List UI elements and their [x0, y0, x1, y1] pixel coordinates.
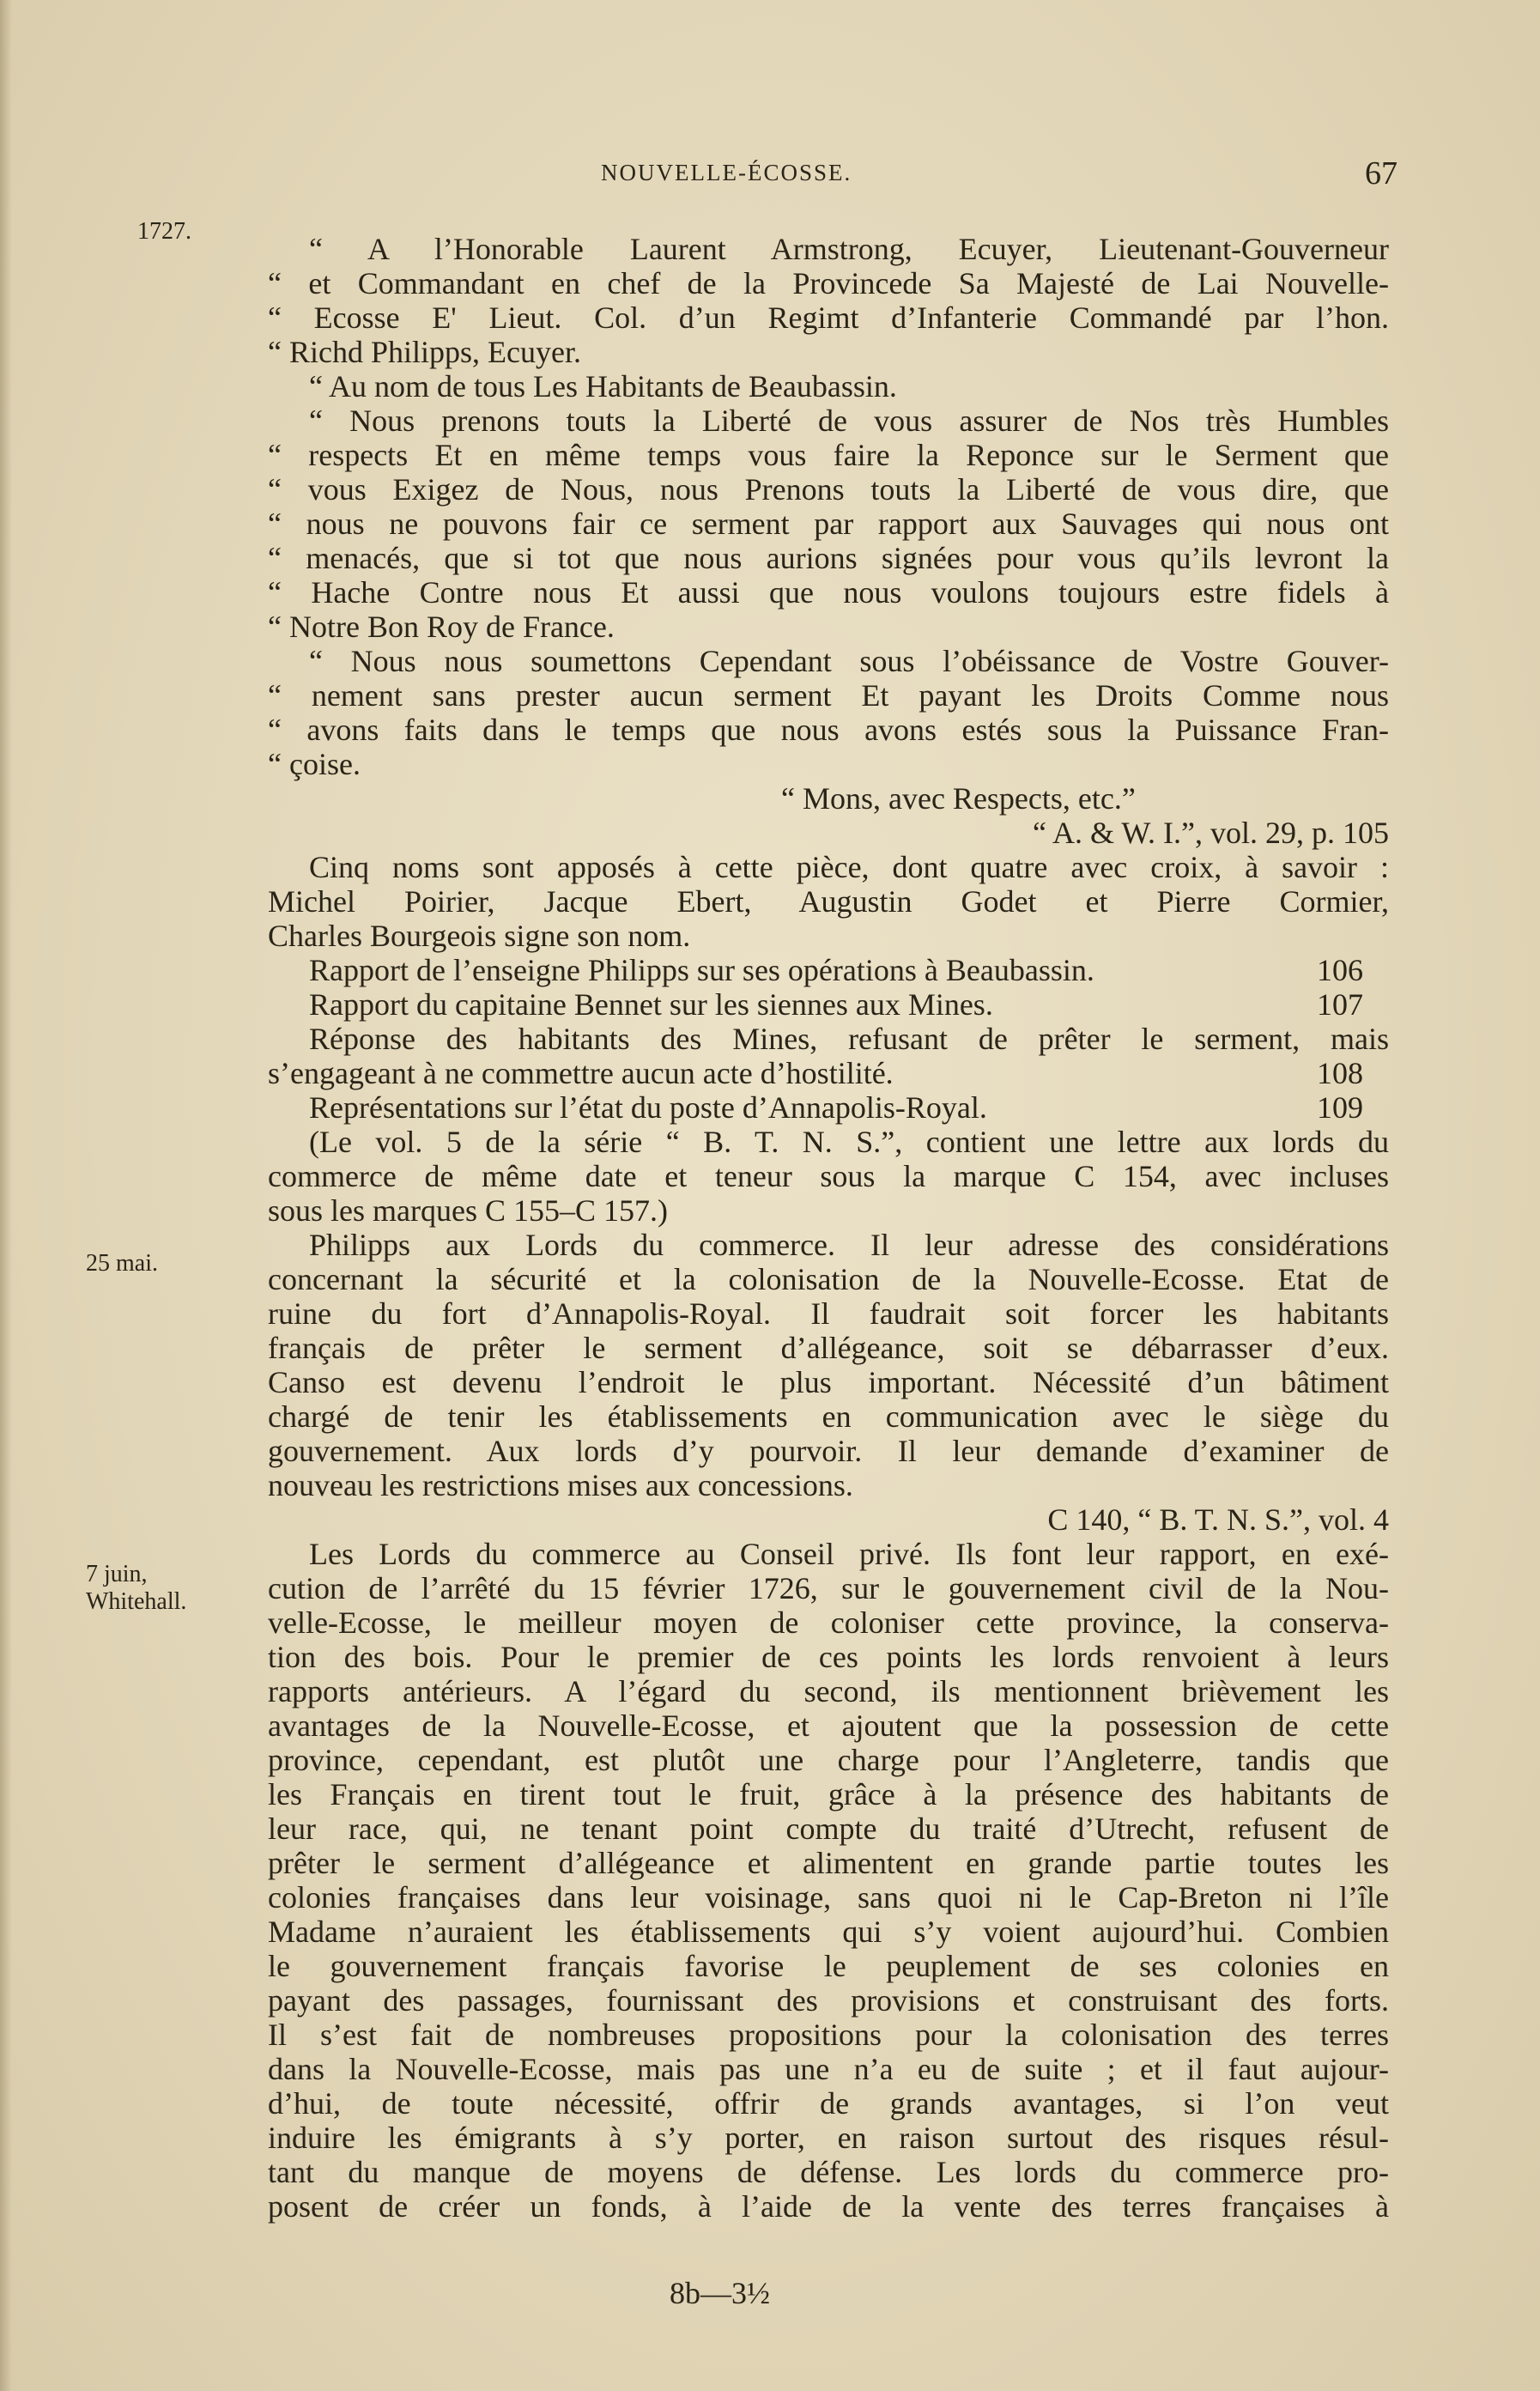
text-line: rapports antérieurs. A l’égard du second, ils mentionnent brièvement les [268, 1674, 1389, 1708]
entry-row [268, 953, 1389, 987]
text-line: leur race, qui, ne tenant point compte du traité d’Utrecht, refusent de [268, 1811, 1389, 1846]
text-line: Madame n’auraient les établissements qui s’y voient aujourd’hui. Combien [268, 1915, 1389, 1949]
text-line: “ çoise. [268, 747, 361, 781]
text-line: colonies françaises dans leur voisinage, sans quoi ni le Cap-Breton ni l’île [268, 1880, 1389, 1915]
entry-text: Représentations sur l’état du poste d’Annapolis-Royal. [309, 1090, 987, 1125]
text-line: tant du manque de moyens de défense. Les lords du commerce pro- [268, 2155, 1389, 2189]
printer-signature-mark: 8b—3½ [670, 2276, 770, 2310]
archive-reference: C 140, “ B. T. N. S.”, vol. 4 [1047, 1502, 1389, 1537]
text-line: “ A l’Honorable Laurent Armstrong, Ecuyer, Lieutenant-Gouverneur [309, 232, 1389, 266]
text-line: commerce de même date et teneur sous la marque C 154, avec incluses [268, 1159, 1389, 1193]
text-line: français de prêter le serment d’allégeance, soit se débarrasser d’eux. [268, 1331, 1389, 1365]
text-line: Michel Poirier, Jacque Ebert, Augustin Godet et Pierre Cormier, [268, 884, 1389, 919]
entry-text: Rapport de l’enseigne Philipps sur ses opérations à Beaubassin. [309, 953, 1094, 987]
text-line: “ menacés, que si tot que nous aurions signées pour vous qu’ils levront la [268, 541, 1389, 575]
text-line: chargé de tenir les établissements en communication avec le siège du [268, 1399, 1389, 1434]
page-number: 67 [1365, 155, 1398, 191]
text-line: Les Lords du commerce au Conseil privé. Ils font leur rapport, en exé- [309, 1537, 1389, 1571]
text-line: “ Au nom de tous Les Habitants de Beaubassin. [309, 369, 897, 404]
running-title: NOUVELLE-ÉCOSSE. [601, 160, 852, 185]
text-line: “ Nous prenons touts la Liberté de vous assurer de Nos très Humbles [309, 404, 1389, 438]
entry-page: 107 [1317, 987, 1363, 1022]
text-line: Cinq noms sont apposés à cette pièce, dont quatre avec croix, à savoir : [309, 850, 1389, 884]
text-line: d’hui, de toute nécessité, offrir de grands avantages, si l’on veut [268, 2086, 1389, 2121]
text-line: “ Notre Bon Roy de France. [268, 610, 615, 644]
letter-signature: “ Mons, avec Respects, etc.” [781, 781, 1136, 816]
entry-row [268, 1090, 1389, 1125]
text-line: velle-Ecosse, le meilleur moyen de coloniser cette province, la conserva- [268, 1605, 1389, 1640]
text-line: payant des passages, fournissant des provisions et construisant des forts. [268, 1983, 1389, 2018]
entry-page: 109 [1317, 1090, 1363, 1125]
margin-year: 1727. [137, 218, 191, 245]
text-line: “ Nous nous soumettons Cependant sous l’obéissance de Vostre Gouver- [309, 644, 1389, 678]
text-line: “ Hache Contre nous Et aussi que nous voulons toujours estre fidels à [268, 575, 1389, 610]
entry-text: Rapport du capitaine Bennet sur les siennes aux Mines. [309, 987, 993, 1022]
text-line: cution de l’arrêté du 15 février 1726, sur le gouvernement civil de la Nou- [268, 1571, 1389, 1605]
text-line: tion des bois. Pour le premier de ces points les lords renvoient à leurs [268, 1640, 1389, 1674]
entry-page: 108 [1317, 1056, 1363, 1090]
text-line: “ et Commandant en chef de la Provincede Sa Majesté de Lai Nouvelle- [268, 266, 1389, 300]
entry-text: s’engageant à ne commettre aucun acte d’hostilité. [268, 1056, 894, 1090]
margin-date-7-juin: 7 juin, [86, 1561, 148, 1587]
text-line: gouvernement. Aux lords d’y pourvoir. Il leur demande d’examiner de [268, 1434, 1389, 1468]
text-line: Il s’est fait de nombreuses propositions pour la colonisation des terres [268, 2018, 1389, 2052]
archive-reference: “ A. & W. I.”, vol. 29, p. 105 [1033, 816, 1389, 850]
entry-row [268, 1056, 1389, 1090]
margin-date-25-mai: 25 mai. [86, 1250, 158, 1277]
text-line: les Français en tirent tout le fruit, grâce à la présence des habitants de [268, 1777, 1389, 1811]
entry-page: 106 [1317, 953, 1363, 987]
text-line: Réponse des habitants des Mines, refusant de prêter le serment, mais [309, 1022, 1389, 1056]
margin-place-whitehall: Whitehall. [86, 1588, 187, 1615]
text-line: prêter le serment d’allégeance et alimentent en grande partie toutes les [268, 1846, 1389, 1880]
page-edge-shadow [0, 0, 12, 2391]
text-line: (Le vol. 5 de la série “ B. T. N. S.”, contient une lettre aux lords du [309, 1125, 1389, 1159]
text-line: “ respects Et en même temps vous faire la Reponce sur le Serment que [268, 438, 1389, 472]
text-line: sous les marques C 155–C 157.) [268, 1193, 668, 1228]
text-line: ruine du fort d’Annapolis-Royal. Il faudrait soit forcer les habitants [268, 1296, 1389, 1331]
text-line: Charles Bourgeois signe son nom. [268, 919, 691, 953]
body-text [268, 232, 1389, 2224]
text-line: “ nous ne pouvons fair ce serment par rapport aux Sauvages qui nous ont [268, 507, 1389, 541]
text-line: le gouvernement français favorise le peuplement de ses colonies en [268, 1949, 1389, 1983]
text-line: Philipps aux Lords du commerce. Il leur adresse des considérations [309, 1228, 1389, 1262]
text-line: province, cependant, est plutôt une charge pour l’Angleterre, tandis que [268, 1743, 1389, 1777]
text-line: Canso est devenu l’endroit le plus important. Nécessité d’un bâtiment [268, 1365, 1389, 1399]
text-line: dans la Nouvelle-Ecosse, mais pas une n’a eu de suite ; et il faut aujour- [268, 2052, 1389, 2086]
text-line: nouveau les restrictions mises aux concessions. [268, 1468, 853, 1502]
text-line: “ Richd Philipps, Ecuyer. [268, 335, 581, 369]
text-line: concernant la sécurité et la colonisation de la Nouvelle-Ecosse. Etat de [268, 1262, 1389, 1296]
text-line: avantages de la Nouvelle-Ecosse, et ajoutent que la possession de cette [268, 1708, 1389, 1743]
entry-row [268, 987, 1389, 1022]
text-line: induire les émigrants à s’y porter, en raison surtout des risques résul- [268, 2121, 1389, 2155]
text-line: “ nement sans prester aucun serment Et payant les Droits Comme nous [268, 678, 1389, 713]
text-line: posent de créer un fonds, à l’aide de la vente des terres françaises à [268, 2189, 1389, 2224]
text-line: “ Ecosse E' Lieut. Col. d’un Regimt d’Infanterie Commandé par l’hon. [268, 300, 1389, 335]
text-line: “ vous Exigez de Nous, nous Prenons touts la Liberté de vous dire, que [268, 472, 1389, 507]
text-line: “ avons faits dans le temps que nous avons estés sous la Puissance Fran- [268, 713, 1389, 747]
